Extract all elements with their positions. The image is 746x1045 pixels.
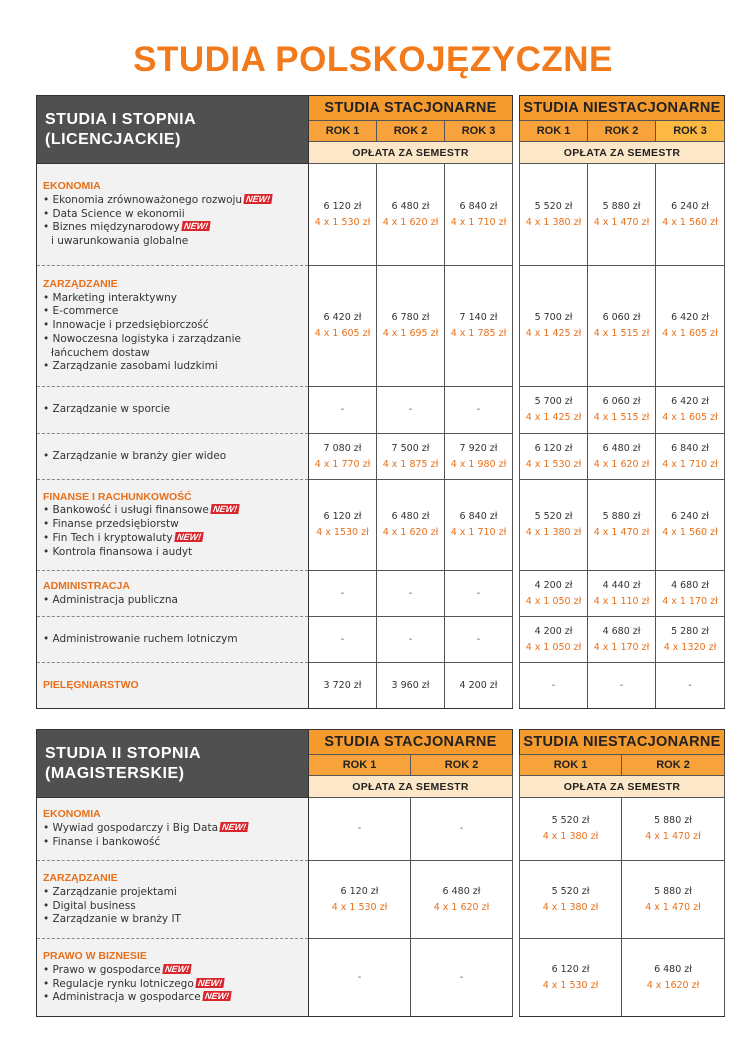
program-item-text: • Regulacje rynku lotniczego	[43, 977, 194, 990]
program-item	[43, 305, 302, 319]
semester-price: 3 960 zł	[391, 679, 430, 691]
semester-price: 6 120 zł	[340, 885, 379, 897]
program-row	[37, 861, 725, 939]
bachelor-header-line2: (LICENCJACKIE)	[45, 131, 181, 148]
price-cell	[656, 480, 725, 571]
price-cell	[520, 266, 588, 387]
program-item-text: • Marketing interaktywny	[43, 291, 177, 304]
semester-price: 6 480 zł	[442, 885, 481, 897]
semester-price: 4 680 zł	[602, 625, 641, 637]
price-cell	[588, 387, 656, 434]
program-item-text: • Kontrola finansowa i audyt	[43, 545, 193, 558]
program-cell	[37, 164, 309, 266]
price-cell	[588, 571, 656, 617]
category-label: PRAWO W BIZNESIE	[43, 949, 147, 962]
program-item-text: • Fin Tech i kryptowaluty	[43, 531, 173, 544]
bachelor-tuition-table	[36, 95, 725, 709]
program-row	[37, 434, 725, 480]
program-item	[43, 235, 302, 249]
program-row	[37, 617, 725, 663]
semester-price: 7 500 zł	[391, 442, 430, 454]
program-cell	[37, 387, 309, 434]
semester-price: 6 120 zł	[323, 511, 362, 522]
semester-price: 6 060 zł	[602, 396, 641, 407]
semester-price: 4 200 zł	[459, 679, 498, 691]
installment-price: 4 x 1 785 zł	[450, 328, 507, 339]
program-item	[43, 822, 302, 836]
semester-price: 3 720 zł	[323, 679, 362, 691]
installment-price: 4 x 1 980 zł	[450, 458, 507, 470]
installment-price: 4 x 1 515 zł	[593, 412, 650, 423]
installment-price: 4 x 1 530 zł	[314, 216, 371, 228]
program-item-text: • Zarządzanie w branży IT	[43, 913, 181, 926]
price-cell	[445, 387, 513, 434]
semester-price: 6 780 zł	[391, 312, 430, 323]
program-item	[43, 886, 302, 900]
price-cell	[377, 617, 445, 663]
installment-price: 4 x 1 620 zł	[593, 458, 650, 470]
price-cell	[309, 663, 377, 709]
price-cell	[445, 617, 513, 663]
semester-price: 6 480 zł	[602, 442, 641, 454]
price-cell	[377, 164, 445, 266]
year-header: ROK 3	[445, 121, 513, 142]
installment-price: 4 x 1 605 zł	[662, 412, 718, 423]
price-cell	[520, 164, 588, 266]
program-item	[43, 403, 302, 417]
price-cell	[588, 617, 656, 663]
year-header: ROK 1	[309, 121, 377, 142]
semester-price: 6 420 zł	[323, 312, 362, 323]
price-cell	[520, 663, 588, 709]
master-header	[37, 730, 309, 798]
semester-price: 5 700 zł	[534, 312, 573, 323]
semester-price: 6 420 zł	[671, 312, 709, 323]
year-header: ROK 1	[520, 755, 622, 776]
program-item	[43, 633, 302, 647]
program-row	[37, 164, 725, 266]
price-cell	[520, 480, 588, 571]
semester-price: 7 080 zł	[323, 442, 362, 454]
installment-price: 4 x 1 470 zł	[593, 216, 650, 228]
semester-price: 6 240 zł	[671, 511, 709, 522]
semester-price: -	[340, 404, 345, 415]
semester-price: 7 140 zł	[459, 312, 498, 323]
installment-price: 4 x 1320 zł	[663, 641, 717, 653]
program-item	[43, 546, 302, 560]
price-cell	[445, 571, 513, 617]
program-cell	[37, 798, 309, 861]
installment-price: 4 x 1 380 zł	[542, 831, 599, 842]
program-row	[37, 798, 725, 861]
semester-price: 4 200 zł	[534, 625, 573, 637]
category-label: PIELĘGNIARSTWO	[43, 678, 139, 691]
price-cell	[520, 387, 588, 434]
new-badge: NEW!	[175, 531, 202, 542]
program-row	[37, 387, 725, 434]
semester-price: 5 880 zł	[602, 511, 641, 522]
page-title: STUDIA POLSKOJĘZYCZNE	[133, 40, 613, 79]
installment-price: 4 x 1 425 zł	[525, 328, 582, 339]
year-header: ROK 2	[622, 755, 725, 776]
semester-price: -	[476, 633, 481, 645]
program-item-text: • Zarządzanie w sporcie	[43, 403, 171, 416]
installment-price: 4 x 1 470 zł	[593, 527, 650, 538]
fee-label: OPŁATA ZA SEMESTR	[520, 142, 725, 164]
installment-price: 4 x 1 170 zł	[662, 595, 718, 607]
year-header: ROK 2	[377, 121, 445, 142]
semester-price: 4 440 zł	[602, 579, 641, 591]
semester-price: 6 480 zł	[391, 511, 430, 522]
program-row	[37, 663, 725, 709]
price-cell	[622, 939, 725, 1017]
semester-price: -	[619, 679, 624, 691]
semester-price: -	[340, 587, 345, 599]
semester-price: 7 920 zł	[459, 442, 498, 454]
bachelor-header	[37, 96, 309, 164]
program-item	[43, 913, 302, 927]
program-item-text: • Finanse i bankowość	[43, 835, 161, 848]
price-cell	[656, 434, 725, 480]
bachelor-niestacjonarne-header: STUDIA NIESTACJONARNE	[520, 96, 725, 121]
semester-price: 6 840 zł	[459, 511, 498, 522]
price-cell	[309, 164, 377, 266]
program-item-text: • Zarządzanie zasobami ludzkimi	[43, 360, 218, 373]
semester-price: -	[357, 971, 362, 983]
price-cell	[309, 798, 411, 861]
installment-price: 4 x 1 380 zł	[525, 527, 582, 538]
program-item	[43, 978, 302, 992]
semester-price: 5 520 zł	[534, 511, 573, 522]
program-item	[43, 594, 302, 608]
installment-price: 4 x 1 620 zł	[382, 216, 439, 228]
category-label: ADMINISTRACJA	[43, 579, 130, 592]
price-cell	[588, 434, 656, 480]
price-cell	[520, 434, 588, 480]
program-cell	[37, 939, 309, 1017]
year-header: ROK 2	[588, 121, 656, 142]
price-cell	[377, 663, 445, 709]
semester-price: 5 520 zł	[551, 885, 590, 897]
program-item-text: • Biznes międzynarodowy	[43, 221, 180, 234]
price-cell	[411, 939, 513, 1017]
price-cell	[588, 480, 656, 571]
installment-price: 4 x 1 770 zł	[314, 458, 371, 470]
semester-price: -	[408, 633, 413, 645]
installment-price: 4 x 1 110 zł	[593, 595, 650, 607]
new-badge: NEW!	[212, 504, 238, 515]
installment-price: 4 x 1 515 zł	[593, 328, 650, 339]
price-cell	[656, 387, 725, 434]
installment-price: 4 x 1 875 zł	[382, 458, 439, 470]
price-cell	[445, 480, 513, 571]
program-row	[37, 480, 725, 571]
price-cell	[520, 861, 622, 939]
semester-price: 5 280 zł	[671, 625, 709, 637]
program-item-text: • Zarządzanie w branży gier wideo	[43, 449, 227, 462]
installment-price: 4 x 1 050 zł	[525, 641, 582, 653]
semester-price: -	[476, 404, 481, 415]
price-cell	[309, 571, 377, 617]
semester-price: -	[476, 587, 481, 599]
price-cell	[309, 387, 377, 434]
semester-price: 4 680 zł	[671, 579, 709, 591]
category-label: EKONOMIA	[43, 180, 101, 192]
price-cell	[656, 617, 725, 663]
fee-label: OPŁATA ZA SEMESTR	[309, 776, 513, 798]
category-label: FINANSE I RACHUNKOWOŚĆ	[43, 490, 192, 503]
price-cell	[520, 571, 588, 617]
program-cell	[37, 266, 309, 387]
installment-price: 4 x 1 605 zł	[314, 328, 371, 339]
program-item-text: • Innowacje i przedsiębiorczość	[43, 319, 209, 332]
semester-price: -	[340, 633, 345, 645]
installment-price: 4 x 1 695 zł	[382, 328, 439, 339]
installment-price: 4 x 1 050 zł	[525, 595, 582, 607]
semester-price: -	[408, 404, 413, 415]
installment-price: 4 x 1 470 zł	[645, 901, 701, 913]
new-badge: NEW!	[245, 193, 271, 204]
program-cell	[37, 434, 309, 480]
price-cell	[377, 434, 445, 480]
installment-price: 4 x 1 170 zł	[593, 641, 650, 653]
installment-price: 4 x 1 605 zł	[662, 328, 718, 339]
program-item-text: • Finanse przedsiębiorstw	[43, 518, 179, 531]
semester-price: 6 060 zł	[602, 312, 641, 323]
program-item	[43, 360, 302, 374]
semester-price: -	[551, 679, 556, 691]
semester-price: 5 520 zł	[534, 200, 573, 212]
price-cell	[411, 861, 513, 939]
program-item-text: • Digital business	[43, 899, 136, 912]
price-cell	[445, 164, 513, 266]
fee-label: OPŁATA ZA SEMESTR	[520, 776, 725, 798]
program-item	[43, 504, 302, 518]
semester-price: -	[357, 823, 362, 834]
program-row	[37, 939, 725, 1017]
semester-price: 6 120 zł	[534, 442, 573, 454]
program-item	[43, 991, 302, 1005]
price-cell	[520, 939, 622, 1017]
price-cell	[656, 266, 725, 387]
program-item	[43, 964, 302, 978]
semester-price: 6 240 zł	[671, 200, 709, 212]
installment-price: 4 x 1 620 zł	[382, 527, 439, 538]
installment-price: 4 x 1 710 zł	[662, 458, 718, 470]
year-header: ROK 1	[309, 755, 411, 776]
semester-price: -	[408, 587, 413, 599]
semester-price: 6 840 zł	[671, 442, 709, 454]
semester-price: 5 880 zł	[602, 200, 641, 212]
semester-price: 4 200 zł	[534, 579, 573, 591]
installment-price: 4 x 1 380 zł	[542, 901, 599, 913]
installment-price: 4 x 1 425 zł	[525, 412, 582, 423]
semester-price: 6 120 zł	[551, 963, 590, 975]
master-niestacjonarne-header: STUDIA NIESTACJONARNE	[520, 730, 725, 755]
semester-price: 5 700 zł	[534, 396, 573, 407]
installment-price: 4 x 1 710 zł	[450, 216, 507, 228]
program-row	[37, 266, 725, 387]
installment-price: 4 x 1 380 zł	[525, 216, 582, 228]
installment-price: 4 x 1530 zł	[316, 527, 369, 538]
program-item-text: • Administrowanie ruchem lotniczym	[43, 632, 238, 645]
new-badge: NEW!	[197, 977, 223, 988]
price-cell	[520, 617, 588, 663]
price-cell	[309, 266, 377, 387]
program-cell	[37, 861, 309, 939]
program-item-text: • Administracja publiczna	[43, 593, 178, 606]
program-item-text: • Wywiad gospodarczy i Big Data	[43, 822, 219, 835]
fee-label: OPŁATA ZA SEMESTR	[309, 142, 513, 164]
program-cell	[37, 617, 309, 663]
semester-price: 6 480 zł	[391, 200, 430, 212]
category-label: EKONOMIA	[43, 808, 101, 821]
program-item	[43, 208, 302, 222]
bachelor-stacjonarne-header: STUDIA STACJONARNE	[309, 96, 513, 121]
program-item	[43, 532, 302, 546]
semester-price: 6 420 zł	[671, 396, 709, 407]
semester-price: 6 120 zł	[323, 200, 362, 212]
semester-price: -	[688, 679, 692, 691]
installment-price: 4 x 1 710 zł	[450, 527, 507, 538]
program-item-text: • Prawo w gospodarce	[43, 963, 161, 976]
installment-price: 4 x 1 560 zł	[662, 216, 718, 228]
price-cell	[377, 387, 445, 434]
price-cell	[445, 434, 513, 480]
year-header: ROK 1	[520, 121, 588, 142]
program-item	[43, 292, 302, 306]
bachelor-header-line1: STUDIA I STOPNIA	[45, 111, 197, 128]
program-cell	[37, 571, 309, 617]
price-cell	[445, 266, 513, 387]
program-item-text: i uwarunkowania globalne	[51, 235, 189, 248]
price-cell	[309, 861, 411, 939]
installment-price: 4 x 1 530 zł	[525, 458, 582, 470]
semester-price: -	[459, 971, 464, 983]
price-cell	[309, 480, 377, 571]
program-item-text: • Data Science w ekonomii	[43, 207, 185, 220]
program-item	[43, 836, 302, 850]
category-label: ZARZĄDZANIE	[43, 277, 118, 290]
program-item	[43, 518, 302, 532]
master-header-line2: (MAGISTERSKIE)	[45, 765, 185, 782]
program-item	[43, 333, 302, 347]
program-item-text: • Zarządzanie projektami	[43, 885, 177, 898]
installment-price: 4 x 1 620 zł	[433, 901, 490, 913]
semester-price: 5 520 zł	[551, 815, 590, 826]
program-row	[37, 571, 725, 617]
program-item	[43, 319, 302, 333]
new-badge: NEW!	[204, 991, 230, 1002]
price-cell	[309, 617, 377, 663]
price-cell	[411, 798, 513, 861]
installment-price: 4 x 1620 zł	[646, 979, 700, 991]
price-cell	[309, 434, 377, 480]
installment-price: 4 x 1 470 zł	[645, 831, 701, 842]
installment-price: 4 x 1 530 zł	[542, 979, 599, 991]
program-cell	[37, 480, 309, 571]
price-cell	[588, 164, 656, 266]
price-cell	[656, 571, 725, 617]
program-item	[43, 194, 302, 208]
program-item	[43, 450, 302, 464]
price-cell	[588, 663, 656, 709]
new-badge: NEW!	[221, 822, 247, 833]
program-item-text: • Administracja w gospodarce	[43, 991, 201, 1004]
new-badge: NEW!	[164, 963, 190, 974]
semester-price: -	[459, 823, 464, 834]
price-cell	[622, 798, 725, 861]
installment-price: 4 x 1 560 zł	[662, 527, 718, 538]
price-cell	[520, 798, 622, 861]
category-label: ZARZĄDZANIE	[43, 871, 118, 884]
program-item-text: • Ekonomia zrównoważonego rozwoju	[43, 193, 243, 206]
program-item-text: • Nowoczesna logistyka i zarządzanie	[43, 332, 241, 345]
program-item	[43, 221, 302, 235]
semester-price: 5 880 zł	[654, 815, 692, 826]
price-cell	[309, 939, 411, 1017]
master-stacjonarne-header: STUDIA STACJONARNE	[309, 730, 513, 755]
price-cell	[377, 266, 445, 387]
price-cell	[445, 663, 513, 709]
price-cell	[377, 480, 445, 571]
year-header: ROK 3	[656, 121, 725, 142]
price-cell	[377, 571, 445, 617]
semester-price: 5 880 zł	[654, 885, 692, 897]
semester-price: 6 480 zł	[654, 963, 692, 975]
price-cell	[588, 266, 656, 387]
semester-price: 6 840 zł	[459, 200, 498, 212]
program-cell	[37, 663, 309, 709]
program-item-text: łańcuchem dostaw	[51, 346, 150, 359]
program-item-text: • Bankowość i usługi finansowe	[43, 504, 209, 517]
year-header: ROK 2	[411, 755, 513, 776]
program-item	[43, 900, 302, 914]
installment-price: 4 x 1 530 zł	[331, 901, 388, 913]
master-header-line1: STUDIA II STOPNIA	[45, 745, 202, 762]
program-item-text: • E-commerce	[43, 305, 119, 318]
new-badge: NEW!	[182, 221, 209, 232]
program-item	[43, 347, 302, 361]
price-cell	[622, 861, 725, 939]
master-tuition-table	[36, 729, 725, 1017]
price-cell	[656, 663, 725, 709]
price-cell	[656, 164, 725, 266]
